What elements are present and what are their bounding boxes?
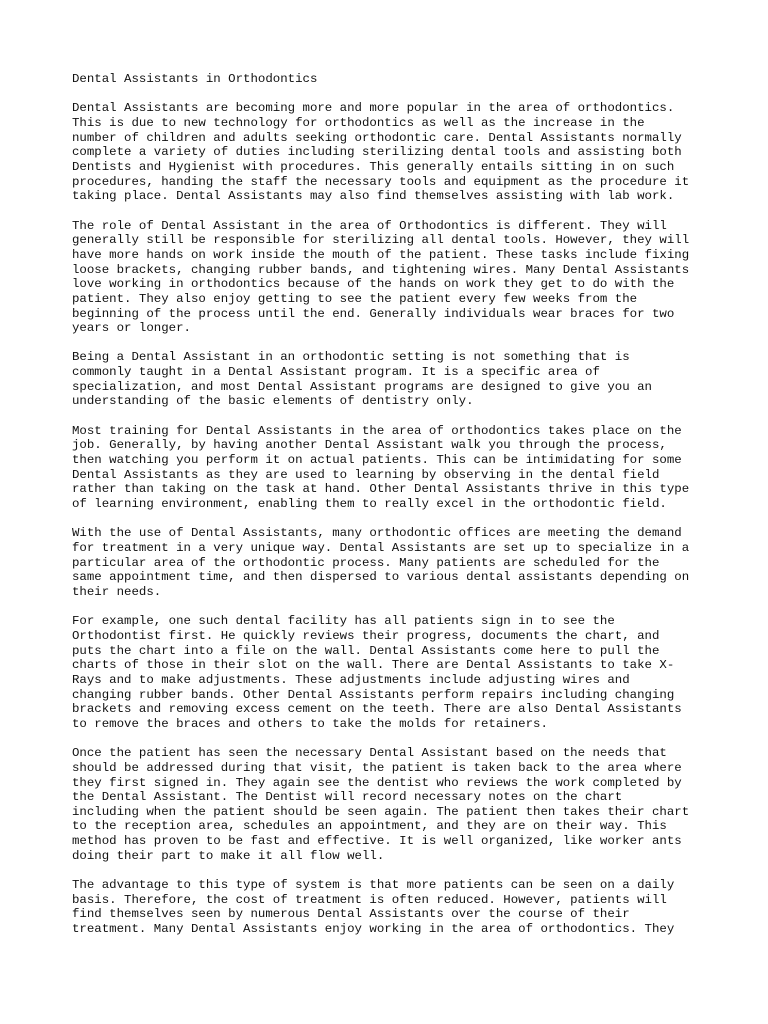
text-line: for treatment in a very unique way. Dental Assistants are set up to specialize in a (72, 541, 690, 555)
text-line: This is due to new technology for orthodontics as well as the increase in the (72, 115, 645, 130)
text-line: to remove the braces and others to take the molds for retainers. (72, 716, 548, 731)
text-line: taking place. Dental Assistants may also find themselves assisting with lab work. (72, 189, 675, 204)
text-line: should be addressed during that visit, the patient is taken back to the area where (72, 760, 682, 775)
text-line: they first signed in. They again see the dentist who reviews the work completed by (72, 775, 682, 790)
text-line: commonly taught in a Dental Assistant program. It is a specific area of (72, 365, 600, 380)
text-line: then watching you perform it on actual patients. This can be intimidating for some (72, 453, 682, 468)
text-line: With the use of Dental Assistants, many orthodontic offices are meeting the demand (72, 526, 682, 541)
paragraph (72, 878, 732, 937)
paragraph (72, 614, 732, 731)
text-line: method has proven to be fast and effective. It is well organized, like worker ants (72, 834, 682, 849)
paragraph (72, 526, 732, 599)
paragraph (72, 746, 732, 863)
text-line: doing their part to make it all flow well. (72, 848, 385, 863)
text-line: brackets and removing excess cement on the teeth. There are also Dental Assistants (72, 702, 682, 717)
text-line: have more hands on work inside the mouth of the patient. These tasks include fixing (72, 247, 690, 262)
text-line: Being a Dental Assistant in an orthodontic setting is not something that is (72, 350, 630, 365)
text-line: same appointment time, and then dispersed to various dental assistants depending on (72, 570, 690, 585)
text-line: Dental Assistants are becoming more and more popular in the area of orthodontics. (72, 101, 675, 116)
text-line: particular area of the orthodontic process. Many patients are scheduled for the (72, 555, 660, 570)
text-line: For example, one such dental facility has all patients sign in to see the (72, 614, 615, 629)
text-line: The role of Dental Assistant in the area of Orthodontics is different. They will (72, 218, 667, 233)
paragraph (72, 424, 732, 512)
text-line: rather than taking on the task at hand. Other Dental Assistants thrive in this type (72, 482, 690, 497)
document-body (72, 101, 732, 936)
text-line: puts the chart into a file on the wall. Dental Assistants come here to pull the (72, 643, 660, 658)
text-line: including when the patient should be seen again. The patient then takes their chart (72, 804, 690, 819)
text-line: Orthodontist first. He quickly reviews their progress, documents the chart, and (72, 628, 660, 643)
text-line: understanding of the basic elements of dentistry only. (72, 394, 474, 409)
paragraph (72, 350, 732, 409)
text-line: Dentists and Hygienist with procedures. This generally entails sitting in on such (72, 159, 675, 174)
text-line: Most training for Dental Assistants in the area of orthodontics takes place on the (72, 423, 682, 438)
text-line: love working in orthodontics because of the hands on work they get to do with the (72, 277, 675, 292)
text-line: complete a variety of duties including sterilizing dental tools and assisting both (72, 145, 682, 160)
text-line: charts of those in their slot on the wall. There are Dental Assistants to take X- (72, 658, 675, 673)
text-line: changing rubber bands. Other Dental Assistants perform repairs including changing (72, 687, 675, 702)
text-line: number of children and adults seeking orthodontic care. Dental Assistants normally (72, 130, 682, 145)
text-line: Once the patient has seen the necessary Dental Assistant based on the needs that (72, 746, 667, 761)
text-line: generally still be responsible for sterilizing all dental tools. However, they will (72, 233, 690, 248)
text-line: Rays and to make adjustments. These adjustments include adjusting wires and (72, 672, 630, 687)
text-line: years or longer. (72, 321, 191, 336)
text-line: beginning of the process until the end. Generally individuals wear braces for two (72, 306, 675, 321)
document-title: Dental Assistants in Orthodontics (72, 72, 318, 86)
text-line: specialization, and most Dental Assistant programs are designed to give you an (72, 379, 652, 394)
text-line: The advantage to this type of system is that more patients can be seen on a daily (72, 878, 675, 893)
text-line: their needs. (72, 584, 162, 599)
paragraph (72, 219, 732, 336)
text-line: of learning environment, enabling them to really excel in the orthodontic field. (72, 497, 667, 512)
paragraph (72, 101, 732, 204)
text-line: Dental Assistants as they are used to learning by observing in the dental field (72, 467, 660, 482)
text-line: job. Generally, by having another Dental Assistant walk you through the process, (72, 438, 667, 453)
document-page (72, 72, 732, 951)
text-line: the Dental Assistant. The Dentist will record necessary notes on the chart (72, 790, 623, 805)
text-line: treatment. Many Dental Assistants enjoy working in the area of orthodontics. They (72, 922, 675, 937)
text-line: find themselves seen by numerous Dental Assistants over the course of their (72, 907, 630, 922)
text-line: to the reception area, schedules an appointment, and they are on their way. This (72, 819, 667, 834)
text-line: loose brackets, changing rubber bands, and tightening wires. Many Dental Assistants (72, 262, 690, 277)
text-line: patient. They also enjoy getting to see the patient every few weeks from the (72, 291, 638, 306)
text-line: procedures, handing the staff the necessary tools and equipment as the procedure it (72, 174, 690, 189)
text-line: basis. Therefore, the cost of treatment is often reduced. However, patients will (72, 892, 667, 907)
